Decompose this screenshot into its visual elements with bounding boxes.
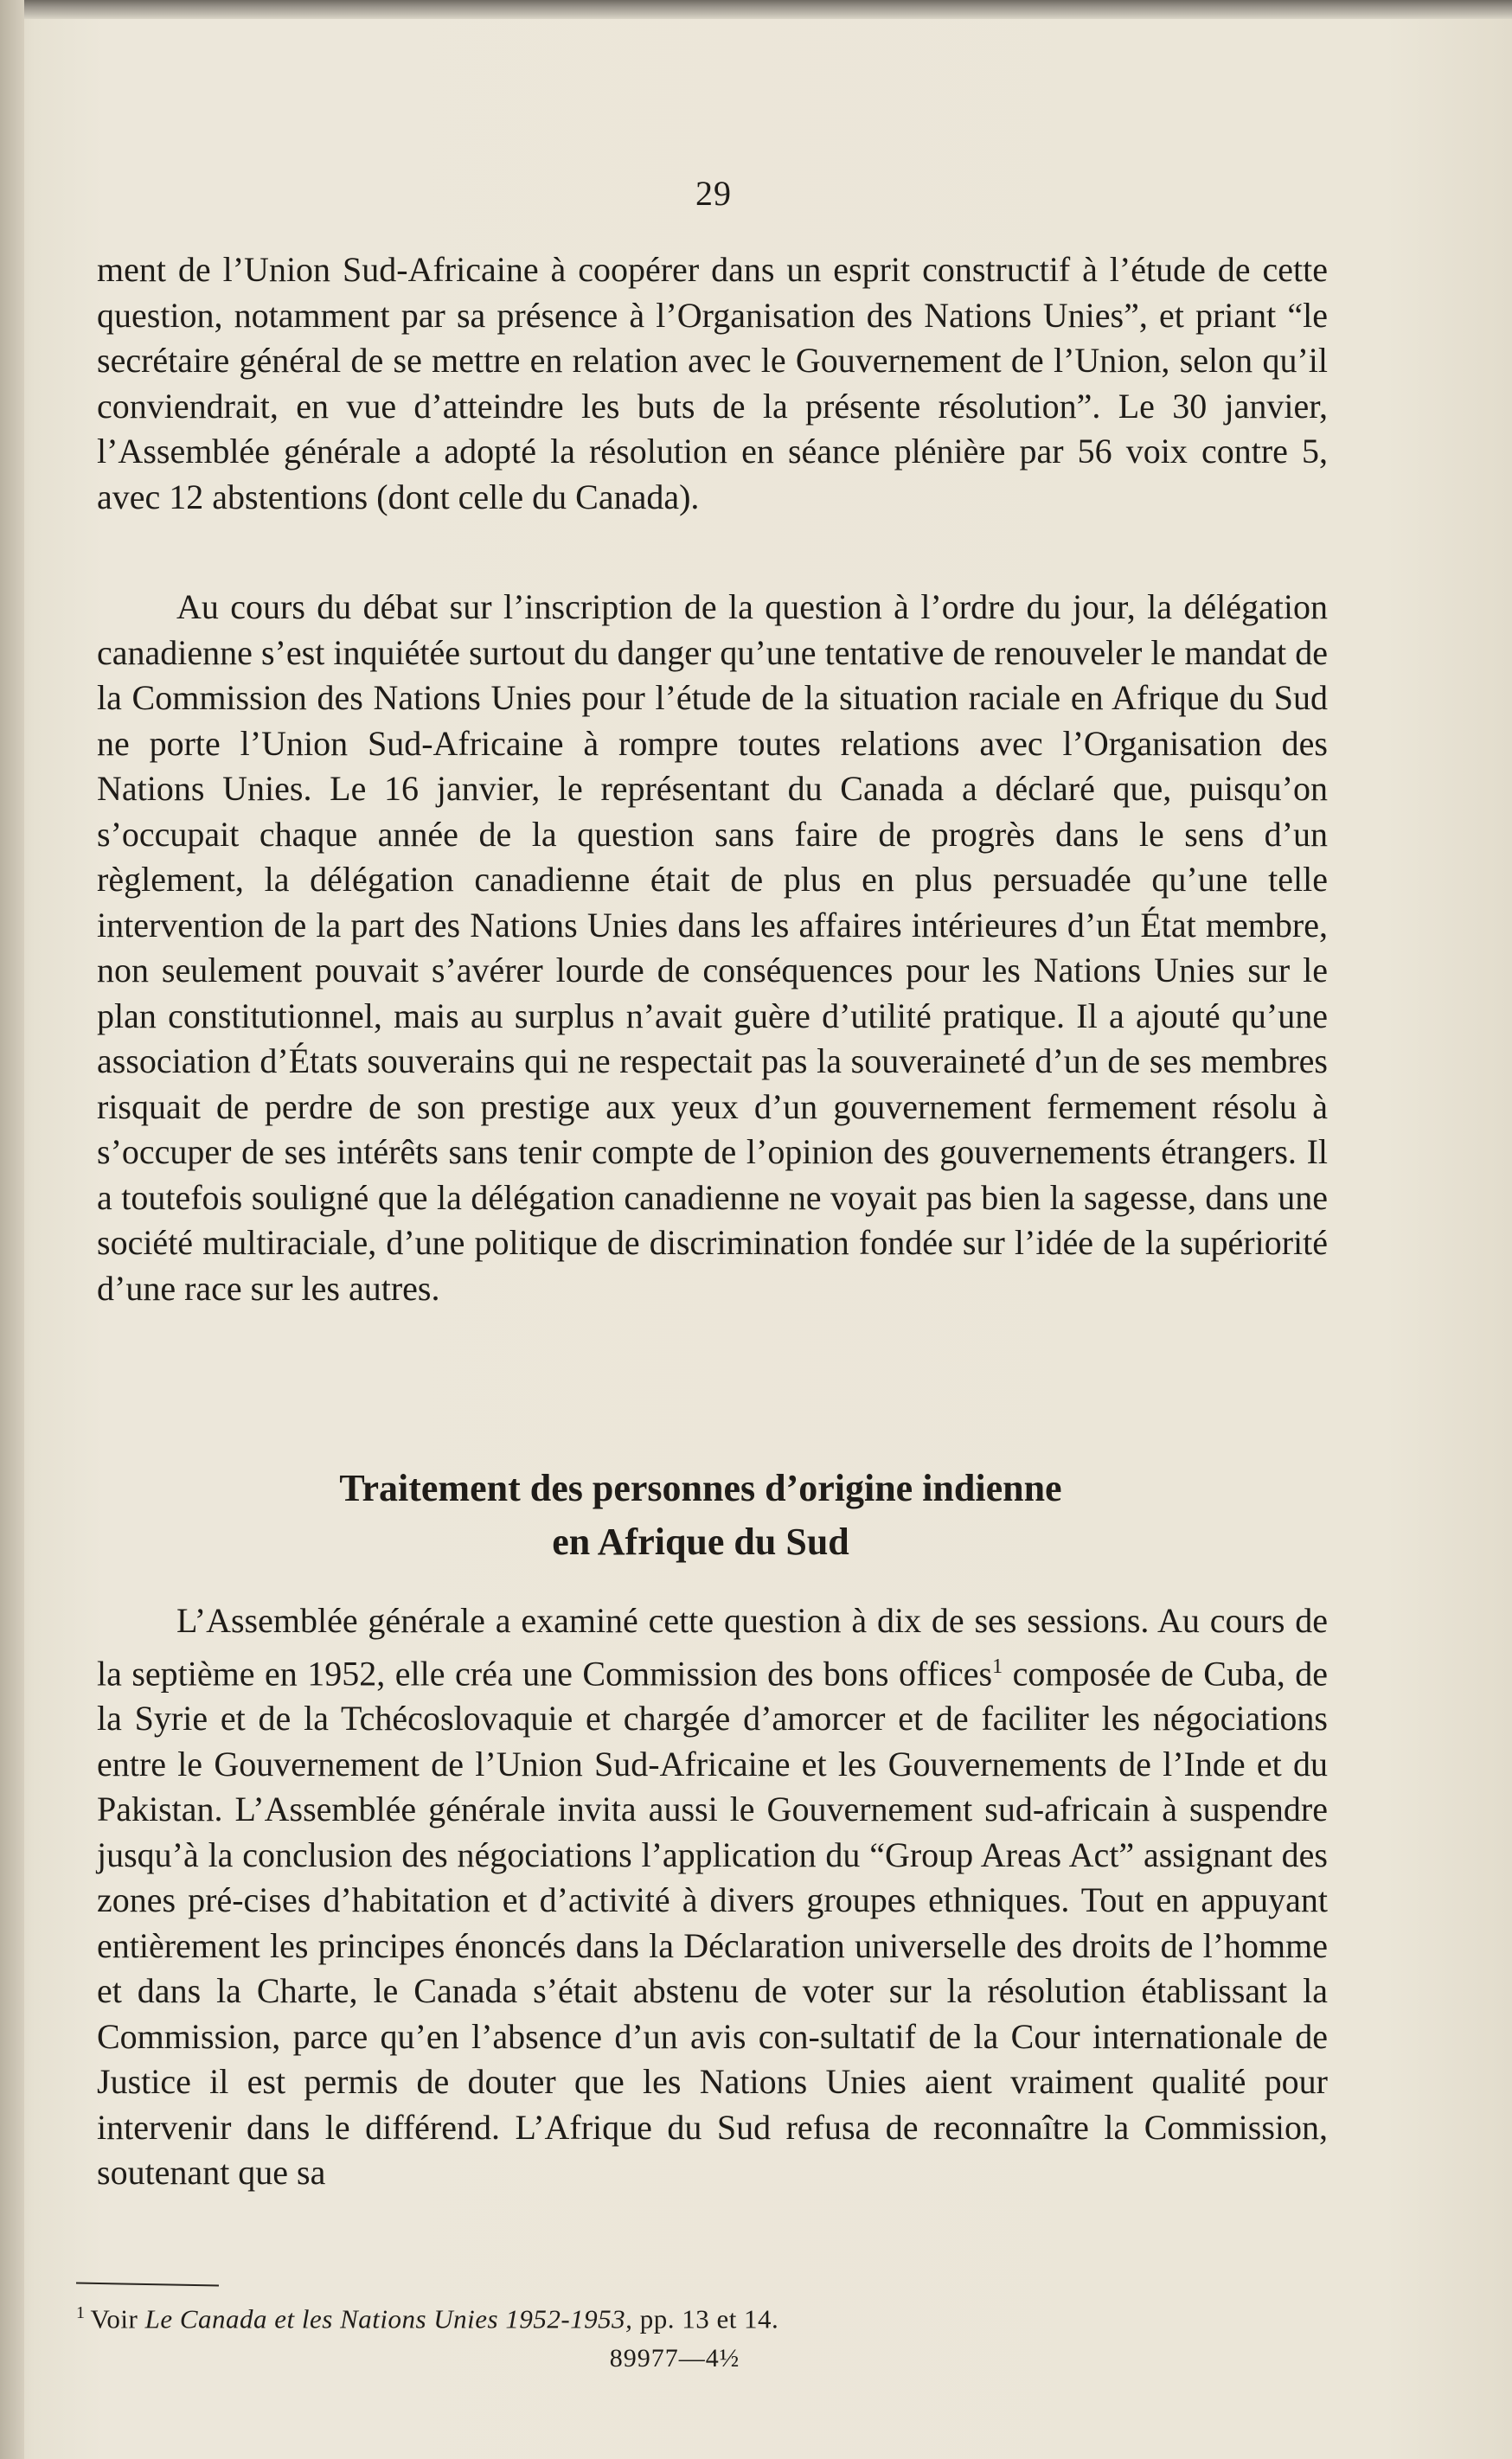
footnote-mark: 1 <box>76 2303 86 2322</box>
paragraph-2: Au cours du débat sur l’inscription de la question à l’ordre du jour, la délégation canadienne s’est inquiétée surtout du danger qu’une tentative de renouveler le mandat de la Commission des Nations Unies pour l’étude de la situation raciale en Afrique du Sud ne porte l’Union Sud-Africaine à rompre toutes relations avec l’Organisation des Nations Unies. Le 16 janvier, le représentant du Canada a déclaré que, puisqu’on s’occupait chaque année de la question sans faire de progrès dans le sens d’un règlement, la délégation canadienne était de plus en plus persuadée qu’une telle intervention de la part des Nations Unies dans les affaires intérieures d’un État membre, non seulement pouvait s’avérer lourde de conséquences pour les Nations Unies sur le plan constitutionnel, mais au surplus n’avait guère d’utilité pratique. Il a ajouté qu’une association d’États souverains qui ne respectait pas la souveraineté d’un de ses membres risquait de perdre de son prestige aux yeux d’un gouvernement fermement résolu à s’occuper de ses intérêts sans tenir compte de l’opinion des gouvernements étrangers. Il a toutefois souligné que la délégation canadienne ne voyait pas bien la sagesse, dans une société multiraciale, d’une politique de discrimination fondée sur l’idée de la supériorité d’une race sur les autres. <box>97 587 1328 1308</box>
section-paragraph-block <box>97 1598 1328 2196</box>
paragraph-2-block <box>97 585 1328 1311</box>
footnote-divider <box>76 2283 219 2287</box>
footnote-reference-mark: 1 <box>992 1655 1003 1678</box>
top-binding-edge <box>0 0 1512 19</box>
section-heading-line-1: Traitement des personnes d’origine indienne <box>339 1467 1062 1509</box>
footnote <box>76 2296 1356 2336</box>
footnote-prefix: Voir <box>90 2303 145 2334</box>
paragraph-1: ment de l’Union Sud-Africaine à coopérer dans un esprit constructif à l’étude de cette question, notamment par sa présence à l’Organisation des Nations Unies”, et priant “le secrétaire général de se mettre en relation avec le Gouvernement de l’Union, selon qu’il conviendrait, en vue d’atteindre les buts de la présente résolution”. Le 30 janvier, l’Assemblée générale a adopté la résolution en séance plénière par 56 voix contre 5, avec 12 abstentions (dont celle du Canada). <box>97 250 1328 516</box>
printer-reference-code: 89977—4½ <box>609 2344 740 2373</box>
section-heading-line-2: en Afrique du Sud <box>552 1521 849 1563</box>
left-binding-shadow <box>0 0 24 2459</box>
footnote-cited-title: Le Canada et les Nations Unies 1952-1953, <box>144 2303 633 2334</box>
section-paragraph-text-a: L’Assemblée générale a examiné cette question à dix de ses sessions. Au cours de la septième en 1952, elle créa une Commission des bons offices <box>97 1601 1328 1693</box>
footnote-suffix: pp. 13 et 14. <box>632 2303 779 2334</box>
paragraph-1-block <box>97 247 1328 520</box>
section-paragraph <box>97 1598 1328 2196</box>
page-number: 29 <box>695 174 732 213</box>
section-paragraph-text-b: composée de Cuba, de la Syrie et de la Tchécoslovaquie et chargée d’amorcer et de faciliter les négociations entre le Gouvernement de l’Union Sud-Africaine et les Gouvernements de l’Inde et du Pakistan. L’Assemblée générale invita aussi le Gouvernement sud-africain à suspendre jusqu’à la conclusion des négociations l’application du “Group Areas Act” assignant des zones pré-cises d’habitation et d’activité à divers groupes ethniques. Tout en appuyant entièrement les principes énoncés dans la Déclaration universelle des droits de l’homme et dans la Charte, le Canada s’était abstenu de voter sur la résolution établissant la Commission, parce qu’en l’absence d’un avis con-sultatif de la Cour internationale de Justice il est permis de douter que les Nations Unies aient vraiment qualité pour intervenir dans le différend. L’Afrique du Sud refusa de reconnaître la Commission, soutenant que sa <box>97 1653 1328 2193</box>
section-heading <box>0 1462 1401 1569</box>
